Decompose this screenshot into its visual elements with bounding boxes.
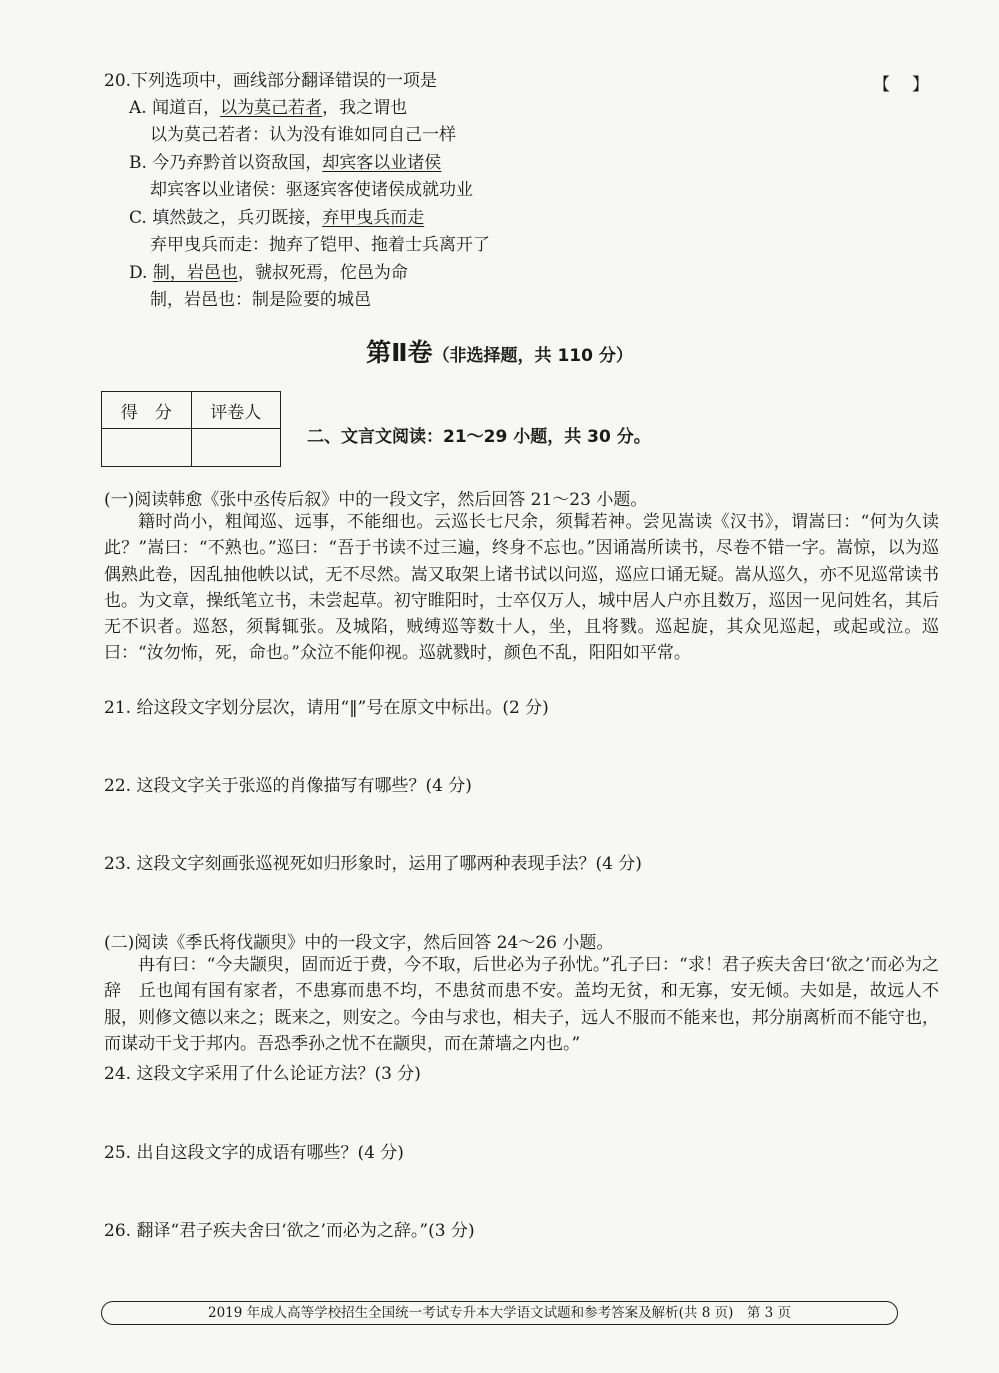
score-table bbox=[101, 391, 281, 467]
part-2-title: 二、文言文阅读：21～29 小题，共 30 分。 bbox=[307, 427, 651, 447]
option-b-prefix: B. 今乃弃黔首以资敌国， bbox=[129, 153, 323, 173]
option-b-underlined: 却宾客以业诸侯 bbox=[322, 153, 442, 173]
question-26: 26. 翻译“君子疾夫舍曰‘欲之’而必为之辞。”(3 分) bbox=[104, 1221, 475, 1241]
option-d-underlined: 制，岩邑也 bbox=[152, 263, 238, 283]
grader-header: 评卷人 bbox=[191, 392, 281, 429]
option-a-suffix: ，我之谓也 bbox=[322, 98, 408, 118]
option-c-explanation: 弃甲曳兵而走：抛弃了铠甲、拖着士兵离开了 bbox=[150, 235, 490, 255]
option-a bbox=[129, 98, 407, 118]
question-22: 22. 这段文字关于张巡的肖像描写有哪些？(4 分) bbox=[104, 776, 472, 796]
section-title-main: 第Ⅱ卷 bbox=[366, 338, 433, 367]
passage-2-intro: (二)阅读《季氏将伐颛臾》中的一段文字，然后回答 24～26 小题。 bbox=[104, 933, 614, 953]
score-header: 得 分 bbox=[102, 392, 192, 429]
question-21: 21. 给这段文字划分层次，请用“‖”号在原文中标出。(2 分) bbox=[104, 698, 549, 718]
option-b bbox=[129, 153, 441, 173]
answer-bracket: 【】 bbox=[873, 75, 951, 95]
question-24: 24. 这段文字采用了什么论证方法？(3 分) bbox=[104, 1064, 421, 1084]
option-d-suffix: ，虢叔死焉，佗邑为命 bbox=[237, 263, 408, 283]
option-c bbox=[129, 208, 424, 228]
grader-cell bbox=[191, 429, 281, 467]
passage-1-text: 籍时尚小，粗闻巡、远事，不能细也。云巡长七尺余，须髯若神。尝见嵩读《汉书》，谓嵩曰：“何为久读此？”嵩曰：“不熟也。”巡曰：“吾于书读不过三遍，终身不忘也。”因诵嵩所读书，尽卷不错一字。嵩惊，以为巡偶熟此卷，因乱抽他帙以试，无不尽然。嵩又取架上诸书试以问巡，巡应口诵无疑。嵩从巡久，亦不见巡常读书也。为文章，操纸笔立书，未尝起草。初守睢阳时，士卒仅万人，城中居人户亦且数万，巡因一见问姓名，其后无不识者。巡怒，须髯辄张。及城陷，贼缚巡等数十人，坐，且将戮。巡起旋，其众见巡起，或起或泣。巡曰：“汝勿怖，死，命也。”众泣不能仰视。巡就戮时，颜色不乱，阳阳如平常。 bbox=[104, 512, 939, 664]
option-b-explanation: 却宾客以业诸侯：驱逐宾客使诸侯成就功业 bbox=[150, 180, 473, 200]
question-20-stem: 20.下列选项中，画线部分翻译错误的一项是 bbox=[104, 71, 438, 91]
passage-2-text: 冉有曰：“今夫颛臾，固而近于费，今不取，后世必为子孙忧。”孔子曰：“求！君子疾夫舍曰‘欲之’而必为之辞 丘也闻有国有家者，不患寡而患不均，不患贫而患不安。盖均无贫，和无寡，安无倾。夫如是，故远人不服，则修文德以来之；既来之，则安之。今由与求也，相夫子，远人不服而不能来也，邦分崩离析而不能守也，而谋动干戈于邦内。吾恐季孙之忧不在颛臾，而在萧墙之内也。” bbox=[104, 955, 939, 1054]
page-footer: 2019 年成人高等学校招生全国统一考试专升本大学语文试题和参考答案及解析(共 8 页) 第 3 页 bbox=[101, 1301, 898, 1325]
option-d-explanation: 制，岩邑也：制是险要的城邑 bbox=[150, 290, 371, 310]
score-cell bbox=[102, 429, 192, 467]
question-23: 23. 这段文字刻画张巡视死如归形象时，运用了哪两种表现手法？(4 分) bbox=[104, 854, 642, 874]
option-a-underlined: 以为莫己若者 bbox=[220, 98, 323, 118]
option-d-prefix: D. bbox=[129, 263, 153, 283]
passage-1-intro: (一)阅读韩愈《张中丞传后叙》中的一段文字，然后回答 21～23 小题。 bbox=[104, 490, 648, 510]
option-d bbox=[129, 263, 408, 283]
section-title bbox=[0, 333, 999, 369]
section-title-sub: （非选择题，共 110 分） bbox=[432, 346, 633, 366]
option-a-prefix: A. 闻道百， bbox=[129, 98, 221, 118]
question-25: 25. 出自这段文字的成语有哪些？(4 分) bbox=[104, 1143, 404, 1163]
option-c-underlined: 弃甲曳兵而走 bbox=[322, 208, 425, 228]
option-c-prefix: C. 填然鼓之，兵刃既接， bbox=[129, 208, 323, 228]
option-a-explanation: 以为莫己若者：认为没有谁如同自己一样 bbox=[150, 125, 456, 145]
